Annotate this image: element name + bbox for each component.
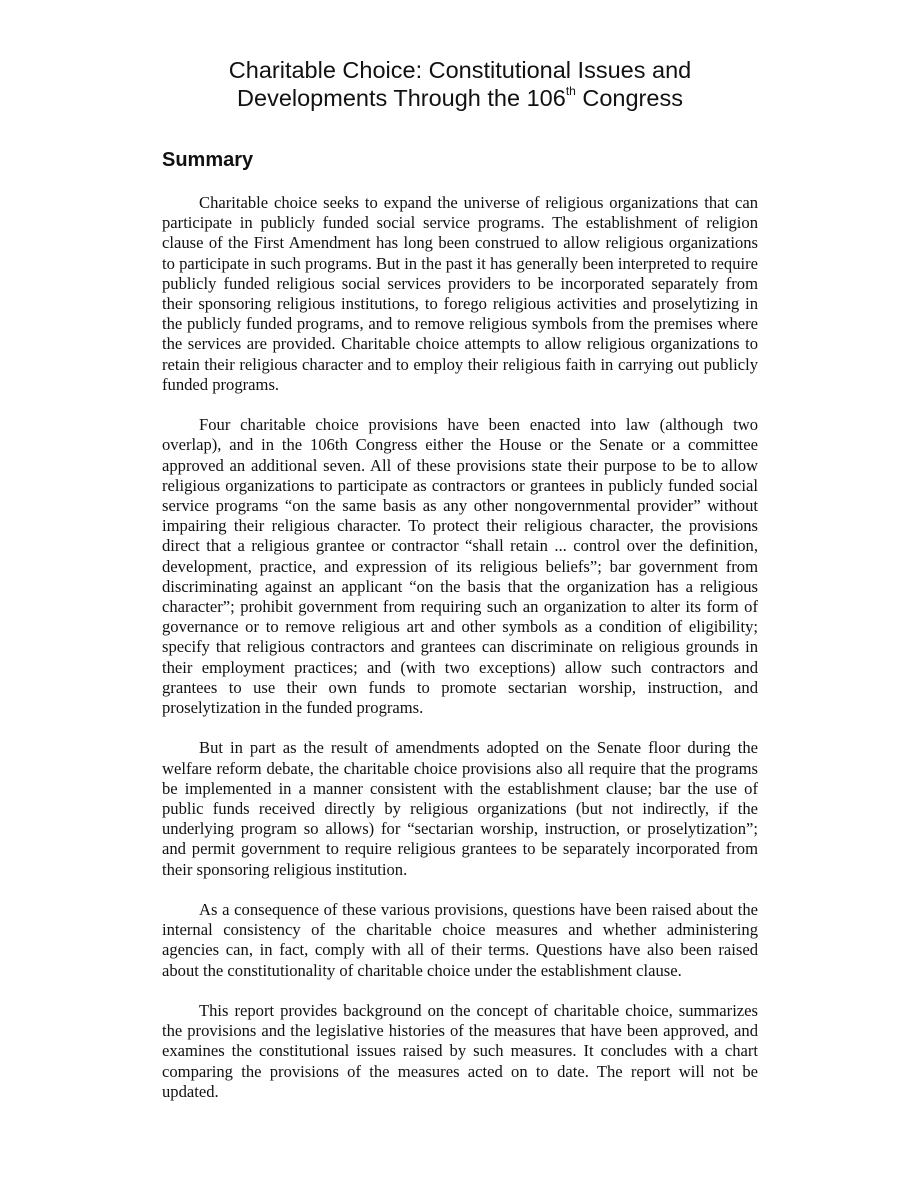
title-line-1: Charitable Choice: Constitutional Issues and (228, 57, 692, 83)
document-title (160, 56, 760, 112)
summary-paragraph-3: But in part as the result of amendments adopted on the Senate floor during the welfare reform debate, the charitable choice provisions also all require that the programs be implemented in a manner consistent with the establishment clause; bar the use of public funds received directly by religious organizations (but not indirectly, if the underlying program so allows) for “sectarian worship, instruction, or proselytization”; and permit government to require religious grantees to be separately incorporated from their sponsoring religious institution. (162, 738, 758, 879)
summary-paragraph-2: Four charitable choice provisions have been enacted into law (although two overlap), and in the 106th Congress either the House or the Senate or a committee approved an additional seven. All of these provisions state their purpose to be to allow religious organizations to participate as contractors or grantees in publicly funded social service programs “on the same basis as any other nongovernmental provider” without impairing their religious character. To protect their religious character, the provisions direct that a religious grantee or contractor “shall retain ... control over the definition, development, practice, and expression of its religious beliefs”; bar government from discriminating against an applicant “on the basis that the organization has a religious character”; prohibit government from requiring such an organization to alter its form of governance or to remove religious art and other symbols as a condition of eligibility; specify that religious contractors and grantees can discriminate on religious grounds in their employment practices; and (with two exceptions) allow such contractors and grantees to use their own funds to promote sectarian worship, instruction, and proselytization in the funded programs. (162, 415, 758, 718)
summary-paragraph-5: This report provides background on the concept of charitable choice, summarizes the provisions and the legislative histories of the measures that have been approved, and examines the constitutional issues raised by such measures. It concludes with a chart comparing the provisions of the measures acted on to date. The report will not be updated. (162, 1001, 758, 1101)
summary-body (162, 193, 758, 1122)
summary-paragraph-4: As a consequence of these various provisions, questions have been raised about the internal consistency of the charitable choice measures and whether administering agencies can, in fact, comply with all of their terms. Questions have also been raised about the constitutionality of charitable choice under the establishment clause. (162, 900, 758, 980)
summary-heading: Summary (162, 149, 254, 171)
summary-paragraph-1: Charitable choice seeks to expand the universe of religious organizations that can participate in publicly funded social service programs. The establishment of religion clause of the First Amendment has long been construed to allow religious organizations to participate in such programs. But in the past it has generally been interpreted to require publicly funded religious social services providers to be incorporated separately from their sponsoring religious institutions, to forego religious activities and proselytizing in the publicly funded programs, and to remove religious symbols from the premises where the services are provided. Charitable choice attempts to allow religious organizations to retain their religious character and to employ their religious faith in carrying out publicly funded programs. (162, 193, 758, 394)
title-line-2-prefix: Developments Through the 106 (237, 85, 566, 111)
title-line-2 (160, 84, 760, 112)
title-line-2-suffix: Congress (575, 85, 683, 111)
title-superscript: th (565, 84, 576, 99)
